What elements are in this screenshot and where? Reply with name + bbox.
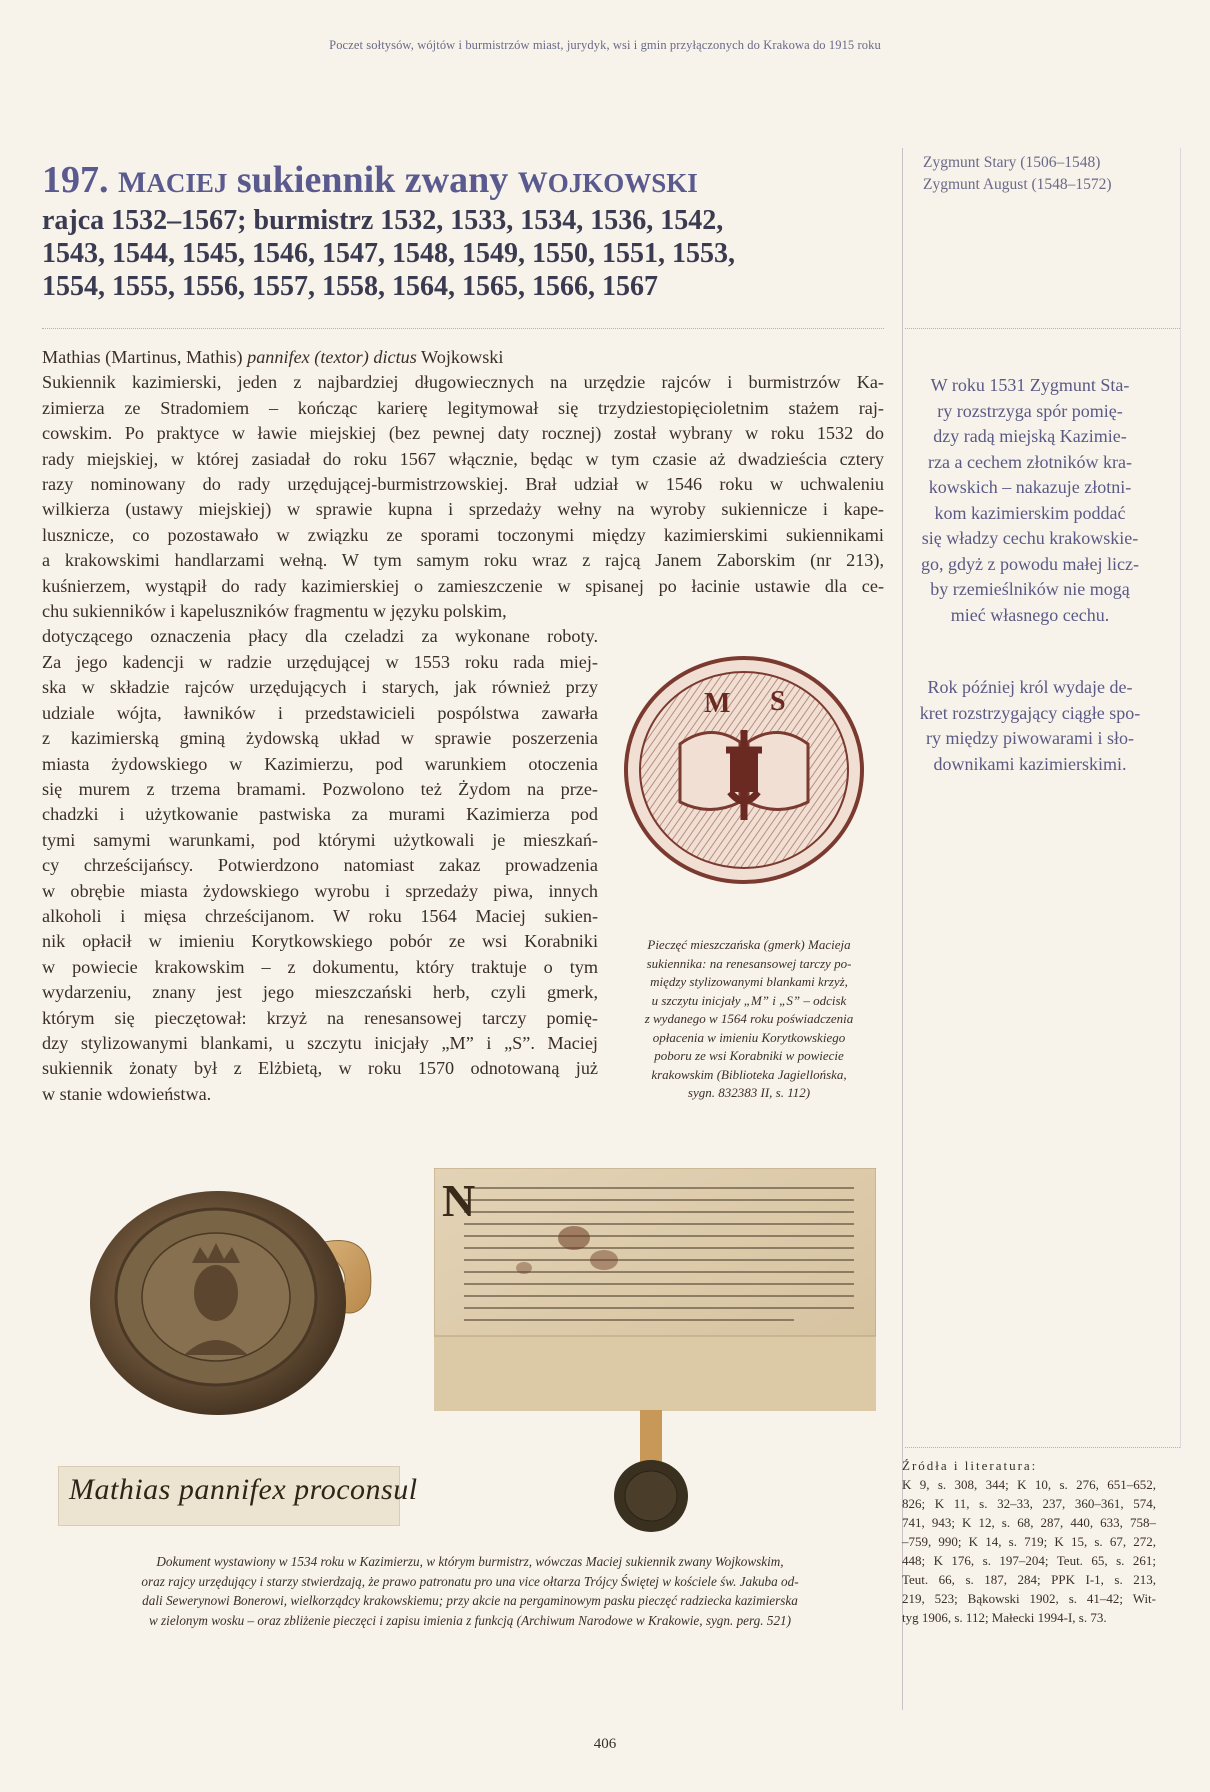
body-line: nik opłacił w imieniu Korytkowskiego pobór ze wsi Korabniki	[42, 931, 598, 952]
sidenote-line: ry rozstrzyga spór pomię-	[937, 400, 1123, 421]
sidenote-line: by rzemieślników nie mogą	[930, 579, 1130, 599]
body-line: udziale wójta, ławników i przedstawicieli pospólstwa zawarła	[42, 702, 598, 723]
body-line: zimierza ze Stradomiem – kończąc karierę legitymował się trzydziestopięcioletnim stażem raj-	[42, 397, 884, 418]
body-line: dzy stylizowanymi blankami, u szczytu inicjały „M” i „S”. Maciej	[42, 1032, 598, 1053]
caption-line: dali Sewerynowi Bonerowi, wielkorządcy krakowskiemu; przy akcie na pergaminowym pasku pieczęć radziecka kazimierska	[142, 1593, 798, 1608]
source-line: 826; K 11, s. 32–33, 237, 360–361, 574,	[902, 1496, 1156, 1511]
body-line: wilkierza (ustawy miejskiej) w sprawie kupna i sprzedaży wełny na wyroby sukiennicze i kape-	[42, 499, 884, 520]
entry-number: 197.	[42, 159, 109, 201]
body-line: cowskim. Po praktyce w ławie miejskiej (bez pewnej daty rocznej) został wybrany w roku 1532 do	[42, 423, 884, 444]
body-line: w stanie wdowieństwa.	[42, 1083, 212, 1104]
body-line: z kazimierską gminą żydowską układ w sprawie poszerzenia	[42, 728, 598, 749]
sources-block	[902, 1456, 1156, 1627]
body-line: się murem z trzema bramami. Pozwolono też Żydom na prze-	[42, 778, 598, 799]
caption-line: Dokument wystawiony w 1534 roku w Kazimierzu, w którym burmistrz, wówczas Maciej sukiennik zwany Wojkowskim,	[156, 1554, 784, 1569]
parchment-drawing	[434, 1168, 876, 1411]
body-line: w powiecie krakowskim – z dokumentu, który traktuje o tym	[42, 956, 598, 977]
source-line: 741, 943; K 12, s. 68, 287, 440, 633, 758–	[902, 1515, 1156, 1530]
parchment-document	[434, 1168, 876, 1411]
wax-seal-drawing	[88, 1185, 388, 1417]
sidenote-brewers	[905, 675, 1155, 777]
signature-text: Mathias pannifex proconsul	[69, 1473, 418, 1506]
dotted-separator	[905, 328, 1180, 329]
caption-line: sygn. 832383 II, s. 112)	[687, 1085, 811, 1100]
sidenote-line: W roku 1531 Zygmunt Sta-	[930, 375, 1130, 395]
sidenote-line: dzy radą miejską Kazimie-	[933, 426, 1127, 446]
sidenote-line: kret rozstrzygający ciągłe spo-	[919, 702, 1141, 723]
body-line: ska w składzie rajców urzędujących i starych, jak również przy	[42, 677, 598, 698]
sidenote-line: downikami kazimierskimi.	[933, 753, 1127, 774]
document-caption	[40, 1552, 900, 1630]
source-line: K 9, s. 308, 344; K 10, s. 276, 651–652,	[902, 1477, 1156, 1492]
source-line: tyg 1906, s. 112; Małecki 1994-I, s. 73.	[902, 1610, 1107, 1625]
wax-seal-photo	[88, 1185, 388, 1417]
body-line: Za jego kadencji w radzie urzędującej w 1553 roku rada miej-	[42, 651, 598, 672]
entry-name: Maciej sukiennik zwany Wojkowski	[118, 159, 698, 201]
sidenote-line: Rok później król wydaje de-	[927, 677, 1133, 697]
seal-initial-s: S	[770, 686, 786, 717]
body-line: a krakowskimi handlarzami wełną. W tym samym roku wraz z rajcą Janem Zaborskim (nr 213),	[42, 550, 884, 571]
running-header: Poczet sołtysów, wójtów i burmistrzów miast, jurydyk, wsi i gmin przyłączonych do Krakowa do 1915 roku	[329, 38, 881, 52]
entry-heading	[42, 160, 892, 303]
body-line: cy chrześcijańscy. Potwierdzono natomiast zakaz prowadzenia	[42, 855, 598, 876]
sidenote-line: rza a cechem złotników kra-	[928, 451, 1132, 472]
sidenote-line: ry między piwowarami i sło-	[926, 728, 1134, 748]
column-divider-right	[1180, 148, 1181, 1448]
reign-list	[923, 152, 1112, 196]
body-line: dotyczącego oznaczenia płacy dla czeladzi za wykonane roboty.	[42, 626, 598, 647]
reign-item: Zygmunt August (1548–1572)	[923, 176, 1112, 193]
caption-line: między stylizowanymi blankami krzyż,	[650, 974, 848, 989]
sidenote-line: kowskich – nakazuje złotni-	[928, 477, 1132, 497]
body-line: alkoholi i mięsa chrześcijanom. W roku 1564 Maciej sukien-	[42, 905, 598, 926]
latin-name: Mathias (Martinus, Mathis) pannifex (textor) dictus Wojkowski	[42, 347, 504, 367]
pendant-seal-drawing	[612, 1458, 690, 1534]
svg-text:N: N	[442, 1175, 476, 1226]
dotted-separator	[42, 328, 884, 329]
body-line: lusznicze, co pozostawało w związku ze sporami toczonymi między kazimierskimi sukiennikami	[42, 524, 884, 545]
reign-item: Zygmunt Stary (1506–1548)	[923, 154, 1101, 171]
sources-heading: Źródła i literatura:	[902, 1458, 1038, 1473]
entry-title	[42, 160, 892, 202]
caption-line: oraz rajcy urzędujący i starzy stwierdzają, że prawo patronatu pro una vice ołtarza Trójcy Świętej w kościele św. Jakuba od-	[141, 1573, 799, 1589]
caption-line: opłacenia w imieniu Korytkowskiego	[652, 1029, 846, 1045]
seal-drawing	[620, 652, 870, 888]
signature-clip	[58, 1466, 418, 1526]
page-number: 406	[593, 1736, 617, 1752]
caption-line: poboru ze wsi Korabniki w powiecie	[654, 1048, 844, 1063]
source-line: 219, 523; Bąkowski 1902, s. 41–42; Wit-	[902, 1591, 1156, 1606]
sidenote-line: kom kazimierskim poddać	[934, 502, 1126, 523]
source-line: Teut. 66, s. 187, 284; PPK I-1, s. 213,	[902, 1572, 1156, 1587]
caption-line: u szczytu inicjały „M” i „S” – odcisk	[651, 992, 847, 1008]
merchant-seal-image	[620, 652, 870, 888]
sidenote-line: się władzy cechu krakowskie-	[921, 528, 1139, 548]
body-line: Sukiennik kazimierski, jeden z najbardziej długowiecznych na urzędzie rajców i burmistrzów Ka-	[42, 372, 884, 393]
seal-initial-m: M	[704, 688, 731, 719]
caption-line: Pieczęć mieszczańska (gmerk) Macieja	[647, 937, 851, 952]
body-line: chadzki i użytkowanie pastwiska za murami Kazimierza pod	[42, 804, 598, 825]
pendant-wax-seal	[612, 1458, 690, 1534]
seal-caption	[614, 936, 884, 1103]
sidenote-line: go, gdyż z powodu małej licz-	[921, 553, 1139, 574]
caption-line: z wydanego w 1564 roku poświadczenia	[644, 1011, 854, 1026]
body-line: w obrębie miasta żydowskiego wyrobu i sprzedaży piwa, innych	[42, 880, 598, 901]
source-line: 448; K 176, s. 197–204; Teut. 65, s. 261;	[902, 1553, 1156, 1568]
body-line: sukiennik żonaty był z Elżbietą, w roku 1570 odnotowaną już	[42, 1058, 598, 1079]
body-line: miasta żydowskiego w Kazimierzu, pod warunkiem otoczenia	[42, 753, 598, 774]
caption-line: w zielonym wosku – oraz zbliżenie pieczęci i zapisu imienia z funkcją (Archiwum Narodowe w Krakowie, sygn. perg. 521)	[148, 1612, 792, 1628]
body-line: rady miejskiej, w której zasiadał do roku 1567 włącznie, będąc w tym czasie aż dwadzieścia cztery	[42, 448, 884, 469]
dotted-separator	[905, 1447, 1180, 1448]
body-line: razy nominowany do rady urzędującej-burmistrzowskiej. Brał udział w 1546 roku w uchwaleniu	[42, 474, 884, 495]
body-line: chu sukienników i kapeluszników fragmentu w języku polskim,	[42, 601, 507, 622]
caption-line: krakowskim (Biblioteka Jagiellońska,	[651, 1066, 847, 1082]
body-line: tymi samymi warunkami, pod którymi użytkowali je mieszkań-	[42, 829, 598, 850]
body-line: kuśnierzem, wystąpił do rady kazimierskiej o zamieszczenie w spisanej po łacinie ustawie dla ce-	[42, 575, 884, 596]
sidenote-goldsmiths	[905, 373, 1155, 628]
body-line: wydarzeniu, znany jest jego mieszczański herb, czyli gmerk,	[42, 982, 598, 1003]
caption-line: sukiennika: na renesansowej tarczy po-	[646, 955, 852, 971]
entry-offices: rajca 1532–1567; burmistrz 1532, 1533, 1534, 1536, 1542, 1543, 1544, 1545, 1546, 1547, 1548, 1549, 1550, 1551, 1553, 1554, 1555, 1556, 1557, 1558, 1564, 1565, 1566, 1567	[42, 204, 735, 302]
body-line: którym się pieczętował: krzyż na renesansowej tarczy pomię-	[42, 1007, 598, 1028]
source-line: –759, 990; K 14, s. 719; K 15, s. 67, 272,	[902, 1534, 1156, 1549]
sidenote-line: mieć własnego cechu.	[950, 604, 1110, 625]
